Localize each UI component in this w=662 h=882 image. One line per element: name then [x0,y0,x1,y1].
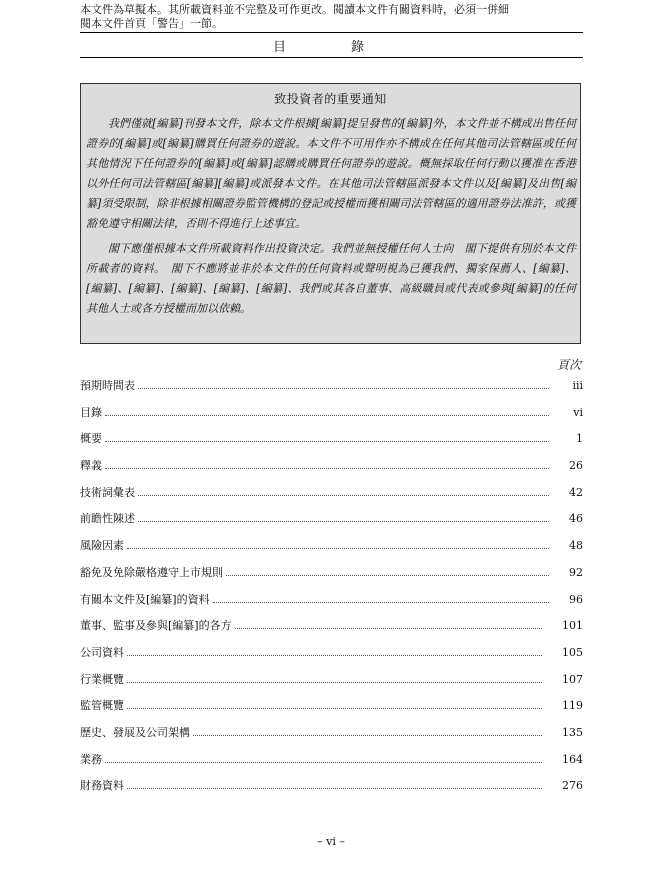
toc-entry-label: 監管概覽 [80,699,124,713]
toc-entry[interactable] [80,697,583,724]
toc-entry-page: 42 [569,485,583,499]
toc-entry[interactable] [80,457,583,484]
toc-entry[interactable] [80,591,583,618]
toc-entry-page: 1 [576,432,583,446]
notice-paragraph-1: 我們僅就[編纂]刊發本文件，除本文件根據[編纂]提呈發售的[編纂]外，本文件並不構成出售任何證券的[編纂]或[編纂]購買任何證券的遊說。本文件不可用作亦不構成在任何其他司法管轄區或任何其他情況下任何證券的[編纂]或[編纂]認購或購買任何證券的遊說。概無採取任何行動以獲准在香港以外任何司法管轄區[編纂][編纂]或派發本文件。在其他司法管轄區派發本文件以及[編纂]及出售[編纂]須受限制，除非根據相關證券監管機構的登記或授權而獲相關司法管轄區的適用證券法准許，或獲豁免遵守相關法律，否則不得進行上述事宜。 [86,117,576,230]
investor-notice-box [80,83,581,344]
toc-entry-page: 119 [562,699,583,713]
dot-leader [138,520,549,522]
disclaimer-line-2: 閱本文件首頁「警告」一節。 [80,17,223,30]
dot-leader [138,387,549,389]
toc-entry-label: 預期時間表 [80,379,135,392]
dot-leader [193,734,542,736]
toc-entry-label: 歷史、發展及公司架構 [80,725,190,739]
toc-entry-label: 行業概覽 [80,672,124,686]
notice-paragraph-2: 閣下應僅根據本文件所載資料作出投資決定。我們並無授權任何人士向 閣下提供有別於本文件所載者的資料。 閣下不應將並非於本文件的任何資料或聲明視為已獲我們、獨家保薦人、[編纂]、[編纂]、[編纂]、[編纂]、[編纂]、[編纂]、我們或其各自董事、高級職員或代表或參與[編纂]的任何其他人士或各方授權而加以依賴。 [86,242,576,315]
dot-leader [105,761,542,763]
toc-entry[interactable] [80,537,583,564]
toc-entry-page: 96 [569,592,583,606]
toc-entry-label: 概要 [80,432,102,446]
dot-leader [127,547,549,549]
toc-entry[interactable] [80,751,583,778]
toc-entry-label: 目錄 [80,405,102,419]
dot-leader [105,467,549,469]
draft-disclaimer [80,3,585,31]
toc-entry[interactable] [80,724,583,751]
toc-entry-page: 105 [562,645,583,659]
toc-entry-page: vi [573,405,583,419]
dot-leader [105,414,549,416]
toc-entry-page: 46 [569,512,583,526]
toc-entry-label: 釋義 [80,459,102,473]
page-number: – vi – [317,835,345,848]
toc-entry[interactable] [80,644,583,671]
toc-entry-page: 48 [569,539,583,553]
toc-entry-label: 業務 [80,752,102,766]
toc-entry[interactable] [80,510,583,537]
toc-entry-label: 技術詞彙表 [80,485,135,499]
toc-entry[interactable] [80,617,583,644]
dot-leader [226,574,549,576]
toc-entry-label: 前瞻性陳述 [80,512,135,526]
toc-entry[interactable] [80,404,583,431]
page-column-header: 頁次 [556,358,581,372]
toc-entry-page: 101 [562,619,583,633]
header-rule [80,32,583,33]
toc-entry-page: 164 [562,752,583,766]
toc-entry-page: 26 [569,459,583,473]
dot-leader [127,654,542,656]
toc-entry[interactable] [80,777,583,804]
toc-entry[interactable] [80,564,583,591]
dot-leader [235,627,542,629]
toc-entry-label: 公司資料 [80,645,124,659]
table-of-contents [80,377,583,804]
toc-entry-label: 有關本文件及[編纂]的資料 [80,592,210,606]
toc-entry-page: iii [572,379,583,392]
disclaimer-line-1: 本文件為草擬本。其所載資料並不完整及可作更改。閱讀本文件有關資料時，必須一併細 [80,3,509,16]
toc-entry[interactable] [80,671,583,698]
title-rule [80,57,583,58]
dot-leader [127,787,542,789]
toc-entry[interactable] [80,377,583,404]
toc-entry-page: 276 [562,779,583,793]
dot-leader [127,681,542,683]
toc-entry-label: 豁免及免除嚴格遵守上市規則 [80,565,223,579]
toc-entry[interactable] [80,430,583,457]
page-title: 目 錄 [272,40,390,55]
toc-entry-label: 董事、監事及參與[編纂]的各方 [80,619,232,633]
toc-entry-label: 風險因素 [80,539,124,553]
toc-entry[interactable] [80,484,583,511]
dot-leader [127,707,542,709]
toc-entry-page: 107 [562,672,583,686]
notice-title: 致投資者的重要通知 [274,92,387,106]
toc-entry-label: 財務資料 [80,779,124,793]
toc-entry-page: 135 [562,725,583,739]
toc-entry-page: 92 [569,565,583,579]
dot-leader [213,601,549,603]
dot-leader [105,440,549,442]
dot-leader [138,494,549,496]
